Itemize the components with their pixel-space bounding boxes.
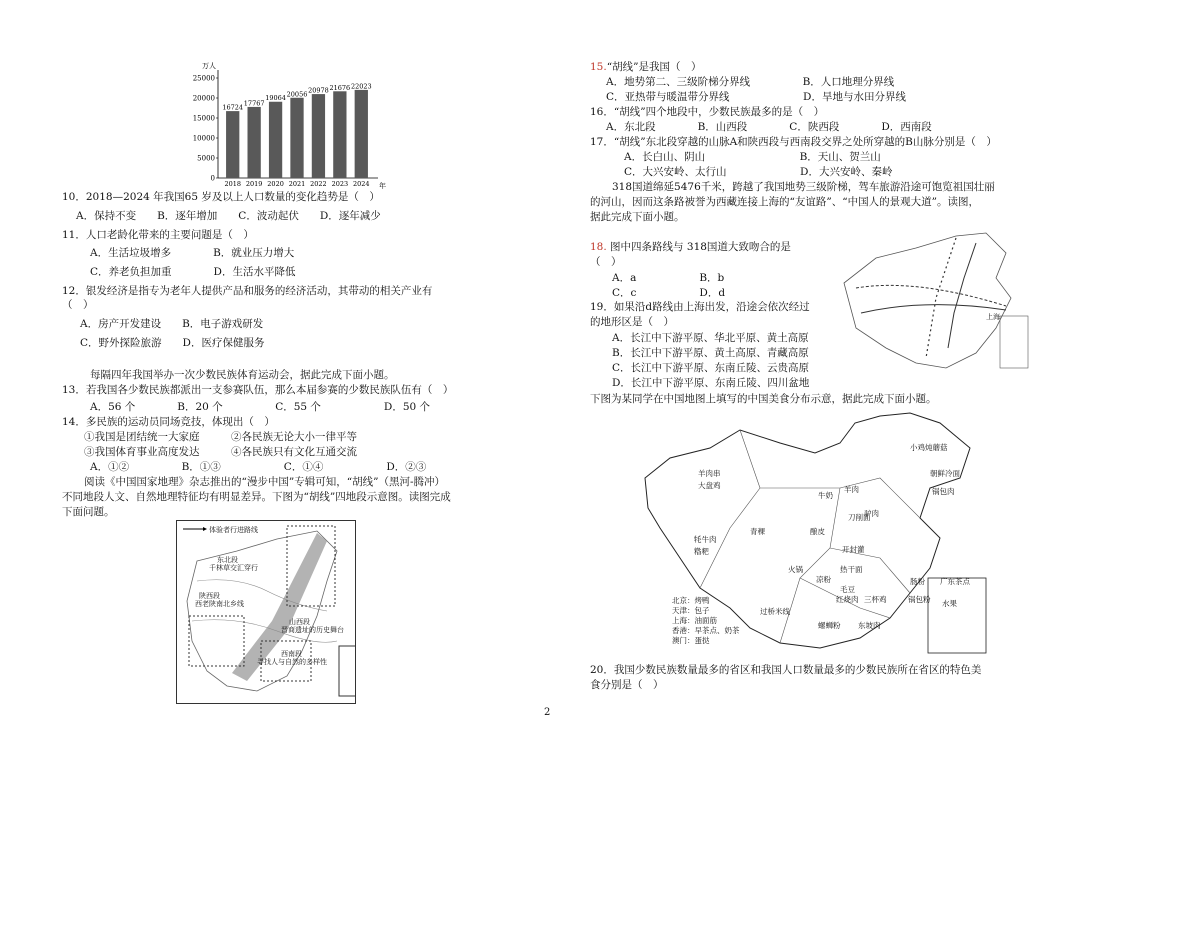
q11-options-cd: C．养老负担加重 D．生活水平降低 xyxy=(90,266,296,278)
food-label-7: 羊肉 xyxy=(844,485,859,494)
q18-number: 18. xyxy=(590,241,607,253)
food-map xyxy=(640,408,1008,658)
q12-stem: 12．银发经济是指专为老年人提供产品和服务的经济活动，其带动的相关产业有 xyxy=(62,285,433,297)
food-label-17: 凉粉 xyxy=(816,575,831,584)
food-label-11: 酿皮 xyxy=(810,527,825,536)
food-label-5: 大盘鸡 xyxy=(698,481,721,490)
map1-label-northeast: 东北段 xyxy=(217,556,238,564)
food-label-26: 锅包粉 xyxy=(908,595,931,604)
bar xyxy=(290,98,303,178)
q18-text: 图中四条路线与 318国道大致吻合的是 xyxy=(610,241,791,253)
hu-line-map-drawing xyxy=(177,521,355,703)
q12-options-ab: A．房产开发建设 B．电子游戏研发 xyxy=(80,318,264,330)
q18-options-ab: A．a B．b xyxy=(612,272,725,284)
x-tick-label: 2023 xyxy=(331,180,349,188)
y-tick-label: 0 xyxy=(210,174,215,183)
data-label: 22023 xyxy=(350,82,372,91)
intro-15-line3: 下面问题。 xyxy=(62,506,115,518)
bar xyxy=(333,91,346,178)
q14-item-2: ③我国体育事业高度发达 ④各民族只有文化互通交流 xyxy=(84,446,357,458)
food-label-8: 青稞 xyxy=(750,527,765,536)
q18-options-cd: C．c D．d xyxy=(612,287,726,299)
q20-stem: 20．我国少数民族数量最多的省区和我国人口数量最多的少数民族所在省区的特色美 xyxy=(590,664,982,676)
food-label-20: 螺蛳粉 xyxy=(818,621,841,630)
food-label-18: 肠粉 xyxy=(910,577,925,586)
x-tick-label: 2018 xyxy=(224,180,241,188)
q16-options: A．东北段 B．山西段 C．陕西段 D．西南段 xyxy=(606,121,932,133)
bar xyxy=(248,107,261,178)
food-label-23: 红烧肉 xyxy=(836,595,859,604)
food-label-22: 毛豆 xyxy=(840,585,855,594)
q20-stem-2: 食分别是（ ） xyxy=(590,679,664,691)
bar xyxy=(226,111,239,178)
map1-legend: 体验者行进路线 xyxy=(209,526,258,534)
food-label-6: 牛奶 xyxy=(818,491,833,500)
y-tick-label: 10000 xyxy=(192,134,215,143)
q13-options: A．56 个 B．20 个 C．55 个 D．50 个 xyxy=(90,401,431,413)
q11-options-ab: A．生活垃圾增多 B．就业压力增大 xyxy=(90,247,295,259)
y-tick-label: 20000 xyxy=(192,94,215,103)
data-label: 16724 xyxy=(222,103,244,112)
intro-15-line1: 阅读《中国国家地理》杂志推出的“漫步中国”专辑可知，“胡线”（黑河-腾冲） xyxy=(84,476,446,488)
food-label-4: 羊肉串 xyxy=(698,469,721,478)
food-label-13: 糌粑 xyxy=(694,547,709,556)
q15-text: “胡线”是我国（ ） xyxy=(606,61,702,73)
data-label: 17767 xyxy=(243,99,265,108)
map1-label-shanxi-sub: 晋商遗址的历史舞台 xyxy=(281,626,344,634)
food-map-inset: 北京：烤鸭 天津：包子 上海：油面筋 香港：早茶点、奶茶 澳门：蛋挞 xyxy=(672,596,740,645)
q19-stem: 19．如果沿d路线由上海出发，沿途会依次经过 xyxy=(590,301,810,313)
q17-stem: 17．“胡线”东北段穿越的山脉A和陕西段与西南段交界之处所穿越的B山脉分别是（ ） xyxy=(590,136,997,148)
q14-options: A．①② B．①③ C．①④ D．②③ xyxy=(90,461,427,473)
route-318-map-drawing xyxy=(836,228,1032,378)
bar xyxy=(269,102,282,178)
x-tick-label: 2021 xyxy=(288,180,306,188)
map1-label-southwest-sub: 寻找人与自然的多样性 xyxy=(257,658,327,666)
food-label-1: 小鸡炖蘑菇 xyxy=(910,443,948,452)
intro-18-line3: 据此完成下面小题。 xyxy=(590,211,685,223)
q12-stem-2: （ ） xyxy=(62,299,94,311)
intro-15-line2: 不同地段人文、自然地理特征均有明显差异。下图为“胡线”四地段示意图。读图完成 xyxy=(62,491,451,503)
food-label-24: 水果 xyxy=(942,599,957,608)
food-label-27: 三杯鸡 xyxy=(864,595,887,604)
map1-label-northeast-sub: 千林草交汇穿行 xyxy=(209,564,258,572)
data-label: 20978 xyxy=(308,86,329,95)
x-axis-unit: 年 xyxy=(379,182,386,190)
food-label-15: 火锅 xyxy=(788,565,803,574)
q15-options-cd: C．亚热带与暖温带分界线 D．旱地与水田分界线 xyxy=(606,91,906,103)
q14-item-1: ①我国是团结统一大家庭 ②各民族无论大小一律平等 xyxy=(84,431,357,443)
q15-number: 15. xyxy=(590,61,607,73)
q11-stem: 11．人口老龄化带来的主要问题是（ ） xyxy=(62,229,254,241)
q17-options-ab: A．长白山、阴山 B．天山、贺兰山 xyxy=(624,151,881,163)
y-axis-unit: 万人 xyxy=(202,62,216,70)
intro-20: 下图为某同学在中国地图上填写的中国美食分布示意，据此完成下面小题。 xyxy=(590,393,937,405)
data-label: 19064 xyxy=(265,94,286,103)
food-label-19: 过桥米线 xyxy=(760,607,790,616)
y-tick-label: 5000 xyxy=(197,154,215,163)
x-tick-label: 2022 xyxy=(310,180,327,188)
q15-stem xyxy=(590,60,701,74)
q10-stem: 10．2018—2024 年我国65 岁及以上人口数量的变化趋势是（ ） xyxy=(62,191,380,203)
food-label-2: 朝鲜冷面 xyxy=(930,469,960,478)
q14-stem: 14．多民族的运动员同场竞技，体现出（ ） xyxy=(62,416,275,428)
q12-options-cd: C．野外探险旅游 D．医疗保健服务 xyxy=(80,337,265,349)
map1-label-shaanxi: 陕西段 xyxy=(199,592,220,600)
q19-option-a: A．长江中下游平原、华北平原、黄土高原 xyxy=(612,332,809,344)
intro-18-line1: 318国道绵延5476千米，跨越了我国地势三级阶梯，驾车旅游沿途可饱览祖国壮丽 xyxy=(612,181,995,193)
q16-stem: 16．“胡线”四个地段中，少数民族最多的是（ ） xyxy=(590,106,825,118)
q19-stem-2: 的地形区是（ ） xyxy=(590,316,674,328)
intro-18-line2: 的河山，因而这条路被誉为西藏连接上海的“友谊路”、“中国人的景观大道”。读图， xyxy=(590,196,979,208)
data-label: 20056 xyxy=(286,90,308,99)
x-tick-label: 2019 xyxy=(245,180,263,188)
bar xyxy=(355,90,368,178)
food-label-3: 锅包肉 xyxy=(932,487,955,496)
intro-13: 每隔四年我国举办一次少数民族体育运动会，据此完成下面小题。 xyxy=(90,369,395,381)
route-318-map xyxy=(836,228,1032,378)
population-bar-chart xyxy=(188,60,388,190)
q13-stem: 13．若我国各少数民族都派出一支参赛队伍，那么本届参赛的少数民族队伍有（ ） xyxy=(62,384,454,396)
map1-label-southwest: 西南段 xyxy=(281,650,302,658)
q19-option-d: D．长江中下游平原、东南丘陵、四川盆地 xyxy=(612,377,810,389)
map1-label-shanxi: 山西段 xyxy=(289,618,310,626)
x-tick-label: 2024 xyxy=(353,180,370,188)
q18-stem-2: （ ） xyxy=(590,256,622,268)
q10-options: A．保持不变 B．逐年增加 C．波动起伏 D．逐年减少 xyxy=(76,210,381,222)
map2-label-shanghai: 上海 xyxy=(986,313,1000,321)
y-tick-label: 25000 xyxy=(192,74,215,83)
x-tick-label: 2020 xyxy=(267,180,284,188)
food-label-25: 广东茶点 xyxy=(940,577,970,586)
q17-options-cd: C．大兴安岭、太行山 D．大兴安岭、秦岭 xyxy=(624,166,893,178)
food-label-10: 驴肉 xyxy=(864,509,879,518)
page-number: 2 xyxy=(544,707,551,718)
q19-option-b: B．长江中下游平原、黄土高原、青藏高原 xyxy=(612,347,809,359)
bar xyxy=(312,94,325,178)
food-label-16: 热干面 xyxy=(840,565,863,574)
q18-stem xyxy=(590,240,791,254)
q15-options-ab: A．地势第二、三级阶梯分界线 B．人口地理分界线 xyxy=(606,76,895,88)
food-label-21: 东坡肉 xyxy=(858,621,881,630)
data-label: 21676 xyxy=(329,83,351,92)
food-label-14: 开封灌 xyxy=(842,545,865,554)
hu-line-map xyxy=(176,520,356,704)
food-label-9: 刀削面 xyxy=(848,513,871,522)
q19-option-c: C．长江中下游平原、东南丘陵、云贵高原 xyxy=(612,362,810,374)
map1-label-shaanxi-sub: 西老陕南北乡线 xyxy=(195,600,244,608)
food-label-12: 牦牛肉 xyxy=(694,535,717,544)
y-tick-label: 15000 xyxy=(192,114,215,123)
